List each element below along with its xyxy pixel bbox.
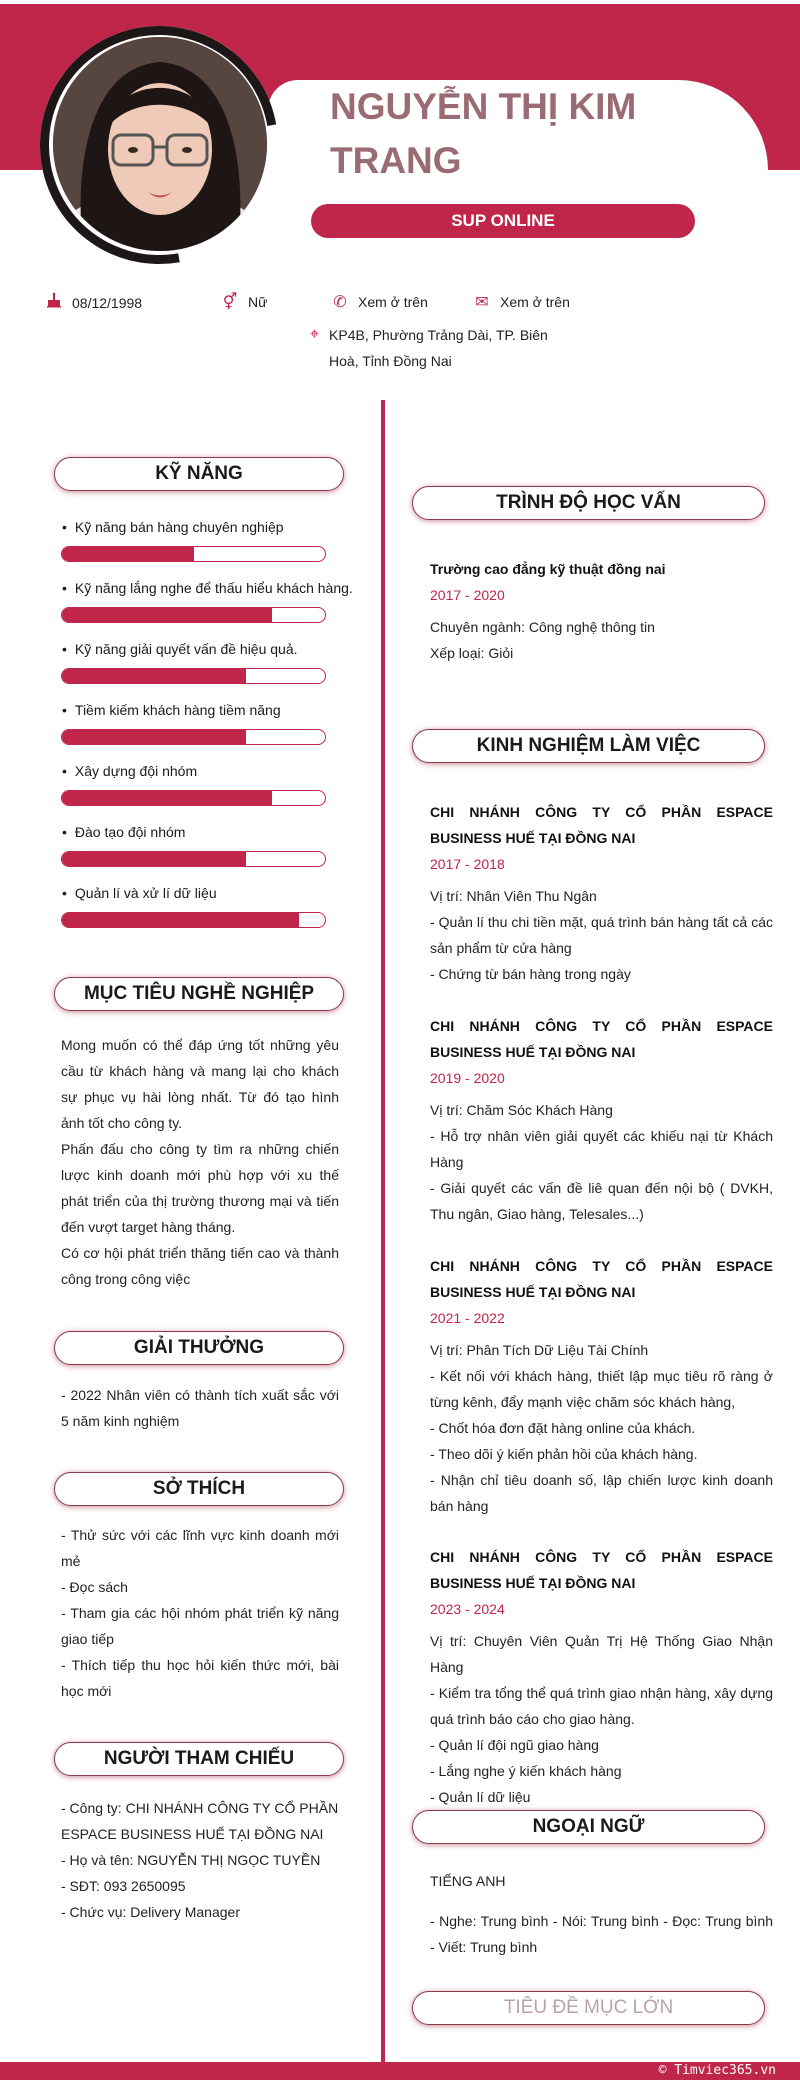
job-line: - Lắng nghe ý kiến khách hàng <box>430 1763 622 1779</box>
job-entry <box>430 799 773 987</box>
phone-row <box>332 292 428 312</box>
job-entry <box>430 1544 773 1810</box>
experience-title: KINH NGHIỆM LÀM VIỆC <box>412 729 765 763</box>
job-line: - Nhận chỉ tiêu doanh số, lập chiến lược kinh doanh bán hàng <box>430 1472 773 1514</box>
education-period: 2017 - 2020 <box>430 587 505 603</box>
avatar <box>53 37 267 251</box>
footer-watermark: © Timviec365.vn <box>658 2063 776 2078</box>
skill-bar <box>61 912 326 928</box>
email-value: Xem ở trên <box>500 294 570 310</box>
skill-bar-fill <box>62 608 272 622</box>
email-row <box>474 292 570 312</box>
job-entry <box>430 1013 773 1227</box>
job-company: CHI NHÁNH CÔNG TY CỔ PHẦN ESPACE BUSINESS HUẾ TẠI ĐỒNG NAI <box>430 1018 773 1060</box>
skill-bar-fill <box>62 913 299 927</box>
skill-bar <box>61 851 326 867</box>
languages-block <box>430 1868 773 1960</box>
objective-line: Có cơ hội phát triển thăng tiến cao và thành công trong công việc <box>61 1245 339 1287</box>
placeholder-section-title: TIÊU ĐỀ MỤC LỚN <box>412 1991 765 2025</box>
birthday-value: 08/12/1998 <box>72 294 143 311</box>
awards-title: GIẢI THƯỞNG <box>54 1331 344 1365</box>
skill-bar <box>61 546 326 562</box>
job-period: 2023 - 2024 <box>430 1601 505 1617</box>
job-period: 2017 - 2018 <box>430 856 505 872</box>
objective-title: MỤC TIÊU NGHỀ NGHIỆP <box>54 977 344 1011</box>
job-period: 2021 - 2022 <box>430 1310 505 1326</box>
reference-line: - Chức vụ: Delivery Manager <box>61 1904 240 1920</box>
hobbies-title: SỞ THÍCH <box>54 1472 344 1506</box>
job-line: Vị trí: Nhân Viên Thu Ngân <box>430 888 597 904</box>
objective-line: Phấn đấu cho công ty tìm ra những chiến lược kinh doanh mới phù hợp với xu thế phát triển của thị trường thương mại và tiến đến vượt target hàng tháng. <box>61 1141 339 1235</box>
job-line: - Theo dõi ý kiến phản hồi của khách hàng. <box>430 1446 698 1462</box>
map-pin-icon: ⌖ <box>310 326 320 343</box>
birthday-row <box>46 292 142 313</box>
skill-label: • Kỹ năng giải quyết vấn đề hiệu quả. <box>62 641 298 657</box>
job-line: Vị trí: Phân Tích Dữ Liệu Tài Chính <box>430 1342 649 1358</box>
job-line: - Kiểm tra tổng thể quá trình giao nhận hàng, xây dựng quá trình báo cáo cho giao hàng. <box>430 1685 773 1727</box>
school-name: Trường cao đẳng kỹ thuật đồng nai <box>430 561 666 577</box>
hobby-line: - Tham gia các hội nhóm phát triển kỹ năng giao tiếp <box>61 1605 339 1647</box>
languages-title: NGOẠI NGỮ <box>412 1810 765 1844</box>
skill-bar <box>61 790 326 806</box>
skill-bar-fill <box>62 852 246 866</box>
education-major: Chuyên ngành: Công nghệ thông tin <box>430 619 655 635</box>
mail-icon: ✉ <box>475 294 489 311</box>
education-grade: Xếp loại: Giỏi <box>430 645 514 661</box>
language-detail: - Nghe: Trung bình - Nói: Trung bình - Đọc: Trung bình - Viết: Trung bình <box>430 1913 773 1955</box>
skill-bar-fill <box>62 730 246 744</box>
job-line: - Quản lí đội ngũ giao hàng <box>430 1737 599 1753</box>
skill-bar <box>61 607 326 623</box>
reference-line: - SĐT: 093 2650095 <box>61 1878 186 1894</box>
job-line: - Quản lí thu chi tiền mặt, quá trình bán hàng tất cả các sản phẩm từ cửa hàng <box>430 914 773 956</box>
awards-text <box>61 1382 339 1434</box>
skill-label: • Tiềm kiếm khách hàng tiềm năng <box>62 702 281 718</box>
job-line: - Kết nối với khách hàng, thiết lập mục tiêu rõ ràng ở từng kênh, đẩy mạnh việc chăm sóc khách hàng, <box>430 1368 773 1410</box>
job-line: Vị trí: Chăm Sóc Khách Hàng <box>430 1102 613 1118</box>
hobbies-text <box>61 1522 339 1704</box>
candidate-name: NGUYỄN THỊ KIM TRANG <box>330 86 637 181</box>
skill-bar-fill <box>62 791 272 805</box>
hobby-line: - Đọc sách <box>61 1579 128 1595</box>
job-line: - Quản lí dữ liệu <box>430 1789 531 1805</box>
job-line: - Chứng từ bán hàng trong ngày <box>430 966 631 982</box>
award-line: - 2022 Nhân viên có thành tích xuất sắc với 5 năm kinh nghiệm <box>61 1387 339 1429</box>
job-company: CHI NHÁNH CÔNG TY CỔ PHẦN ESPACE BUSINESS HUẾ TẠI ĐỒNG NAI <box>430 804 773 846</box>
gender-row <box>222 292 267 312</box>
job-period: 2019 - 2020 <box>430 1070 505 1086</box>
job-entry <box>430 1253 773 1519</box>
reference-line: - Họ và tên: NGUYỄN THỊ NGỌC TUYỀN <box>61 1852 321 1868</box>
address-value: KP4B, Phường Trảng Dài, TP. Biên Hoà, Tỉnh Đồng Nai <box>329 327 548 369</box>
phone-value: Xem ở trên <box>358 294 428 310</box>
job-line: - Hỗ trợ nhân viên giải quyết các khiếu nại từ Khách Hàng <box>430 1128 773 1170</box>
skill-bar-fill <box>62 547 194 561</box>
skill-bar-fill <box>62 669 246 683</box>
skill-bar <box>61 729 326 745</box>
skill-label: • Kỹ năng bán hàng chuyên nghiệp <box>62 519 284 535</box>
gender-icon: ⚥ <box>222 294 238 311</box>
hobby-line: - Thích tiếp thu học hỏi kiến thức mới, bài học mới <box>61 1657 339 1699</box>
address-row <box>310 322 560 374</box>
hobby-line: - Thử sức với các lĩnh vực kinh doanh mới mẻ <box>61 1527 339 1569</box>
skill-label: • Quản lí và xử lí dữ liệu <box>62 885 217 901</box>
position-title: SUP ONLINE <box>311 204 695 238</box>
skill-bar <box>61 668 326 684</box>
objective-line: Mong muốn có thể đáp ứng tốt những yêu cầu từ khách hàng và mang lại cho khách sự phục vụ hài lòng nhất. Từ đó tạo hình ảnh tốt cho công ty. <box>61 1037 339 1131</box>
education-block <box>430 556 773 666</box>
column-divider <box>381 400 385 2062</box>
phone-icon: ✆ <box>333 294 347 311</box>
reference-line: - Công ty: CHI NHÁNH CÔNG TY CỔ PHẦN ESPACE BUSINESS HUẾ TẠI ĐỒNG NAI <box>61 1800 339 1842</box>
language-name: TIẾNG ANH <box>430 1873 506 1889</box>
job-company: CHI NHÁNH CÔNG TY CỔ PHẦN ESPACE BUSINESS HUẾ TẠI ĐỒNG NAI <box>430 1258 773 1300</box>
objective-text <box>61 1032 339 1292</box>
job-line: - Chốt hóa đơn đặt hàng online của khách. <box>430 1420 696 1436</box>
skill-label: • Kỹ năng lắng nghe để thấu hiểu khách hàng. <box>62 580 353 596</box>
references-text <box>61 1795 339 1925</box>
job-line: Vị trí: Chuyên Viên Quản Trị Hệ Thống Giao Nhận Hàng <box>430 1633 773 1675</box>
education-title: TRÌNH ĐỘ HỌC VẤN <box>412 486 765 520</box>
cake-icon <box>46 292 62 313</box>
references-title: NGƯỜI THAM CHIẾU <box>54 1742 344 1776</box>
skills-title: KỸ NĂNG <box>54 457 344 491</box>
job-company: CHI NHÁNH CÔNG TY CỔ PHẦN ESPACE BUSINESS HUẾ TẠI ĐỒNG NAI <box>430 1549 773 1591</box>
job-line: - Giải quyết các vấn đề liê quan đến nội bộ ( DVKH, Thu ngân, Giao hàng, Telesales...) <box>430 1180 773 1222</box>
skill-label: • Đào tạo đội nhóm <box>62 824 185 840</box>
gender-value: Nữ <box>248 294 268 310</box>
skill-label: • Xây dựng đội nhóm <box>62 763 197 779</box>
